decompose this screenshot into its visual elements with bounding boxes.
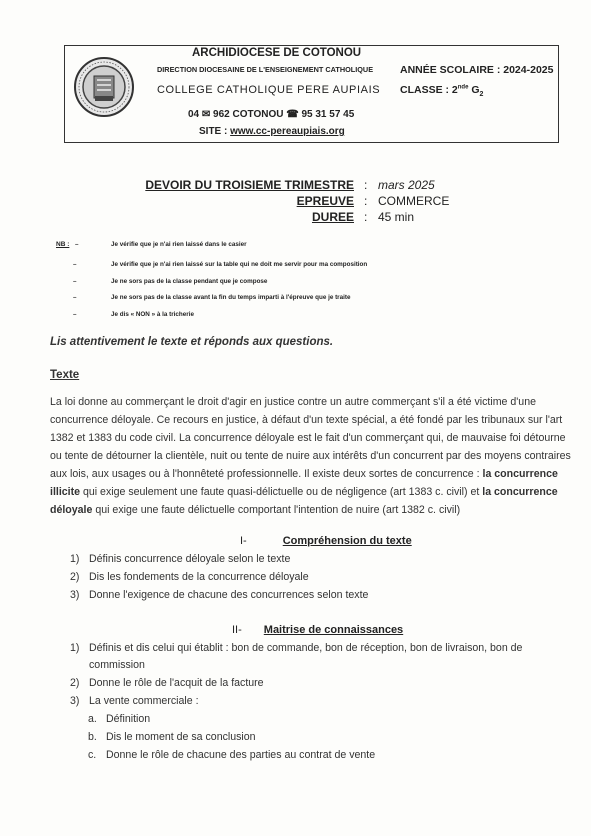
question-2-3: 3) La vente commerciale : xyxy=(70,695,199,707)
question-2-1-cont: commission xyxy=(89,659,145,671)
epreuve-value: COMMERCE xyxy=(378,194,450,208)
question-2-1: 1) Définis et dis celui qui établit : bon de commande, bon de réception, bon de livraison, bon de xyxy=(70,642,523,654)
texte-line: 1382 et 1383 du code civil. La concurrence déloyale est le fait d'un commerçant qui, de mauvaise foi détourne xyxy=(50,432,566,444)
class-label: CLASSE : 2nde $G_2$ xyxy=(400,84,484,99)
texte-line: concurrence déloyale. Ce recours en justice, à défaut d'un texte spécial, a été fondé par les tribunaux sur l'art xyxy=(50,414,563,426)
texte-line: ou tente de détourner la clientèle, nuit ou tente de nuire aux intérêts d'un concurrent par des moyens contraires xyxy=(50,450,571,462)
texte-line: La loi donne au commerçant le droit d'agir en justice contre un autre commerçant s'il a été victime d'une xyxy=(50,396,536,408)
texte-line: aux lois, aux usages ou à l'honnêteté professionnelle. Il existe deux sortes de concurrence : la concurrence xyxy=(50,468,558,480)
contact-line: 04 ✉ 962 COTONOU ☎ 95 31 57 45 xyxy=(188,109,355,120)
texte-line: illicite qui exige seulement une faute quasi-délictuelle ou de négligence (art 1383 c. civil) et la concurrence xyxy=(50,486,558,498)
question-1-1: 1) Définis concurrence déloyale selon le texte xyxy=(70,553,291,565)
nb-item: – Je ne sors pas de la classe avant la fin du temps imparti à l'épreuve que je traite xyxy=(73,294,351,301)
question-1-2: 2) Dis les fondements de la concurrence déloyale xyxy=(70,571,309,583)
texte-title: Texte xyxy=(50,369,80,381)
archdiocese-title: ARCHIDIOCESE DE COTONOU xyxy=(192,47,362,59)
site-link[interactable]: www.cc-pereaupiais.org xyxy=(230,126,345,137)
nb-item: – Je ne sors pas de la classe pendant que je compose xyxy=(73,278,268,285)
sub-question-a: a. Définition xyxy=(88,713,151,725)
texte-line: déloyale qui exige une faute délictuelle comportant l'intention de nuire (art 1382 c. civil) xyxy=(50,504,461,516)
direction-title: DIRECTION DIOCESAINE DE L'ENSEIGNEMENT CATHOLIQUE xyxy=(157,65,374,74)
school-year: ANNÉE SCOLAIRE : 2024-2025 xyxy=(400,64,554,76)
question-1-3: 3) Donne l'exigence de chacune des concurrences selon texte xyxy=(70,589,369,601)
nb-label: NB : xyxy=(56,241,70,248)
nb-item: – Je dis « NON » à la tricherie xyxy=(73,311,194,318)
duree-key: DUREE xyxy=(311,210,354,224)
nb-item: – Je vérifie que je n'ai rien laissé sur la table qui ne doit me servir pour ma composition xyxy=(73,261,368,268)
epreuve-colon: : xyxy=(364,194,368,208)
school-header xyxy=(64,45,559,143)
section2-heading: II- Maitrise de connaissances xyxy=(232,624,404,636)
section1-heading: I- Compréhension du texte xyxy=(240,535,412,547)
duree-colon: : xyxy=(364,210,368,224)
devoir-key: DEVOIR DU TROISIEME TRIMESTRE xyxy=(145,178,354,192)
nb-item: – Je vérifie que je n'ai rien laissé dans le casier xyxy=(75,241,247,248)
school-seal-logo xyxy=(73,56,135,118)
devoir-date: mars 2025 xyxy=(378,178,435,192)
sub-question-b: b. Dis le moment de sa conclusion xyxy=(88,731,256,743)
devoir-colon: : xyxy=(364,178,368,192)
duree-value: 45 min xyxy=(378,210,415,224)
instruction: Lis attentivement le texte et réponds aux questions. xyxy=(50,336,334,348)
school-name: COLLEGE CATHOLIQUE PERE AUPIAIS xyxy=(157,84,381,96)
sub-question-c: c. Donne le rôle de chacune des parties au contrat de vente xyxy=(88,749,376,761)
site-line: SITE : www.cc-pereaupiais.org xyxy=(199,126,345,137)
epreuve-key: EPREUVE xyxy=(296,194,354,208)
question-2-2: 2) Donne le rôle de l'acquit de la facture xyxy=(70,677,264,689)
